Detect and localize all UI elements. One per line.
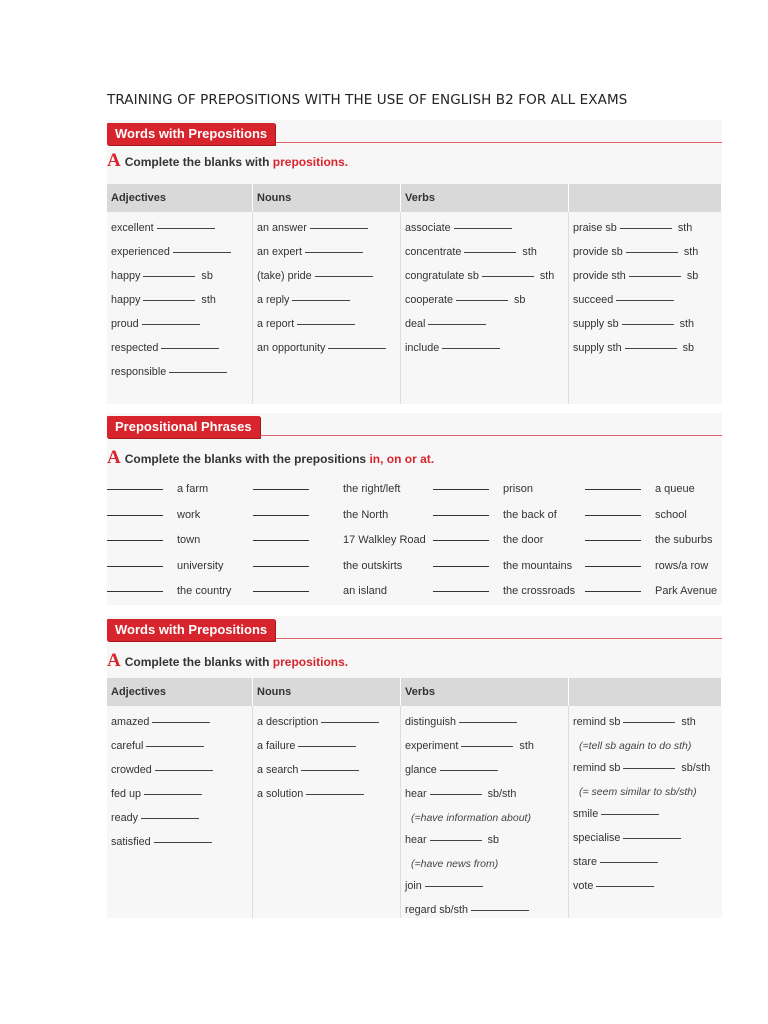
answer-blank[interactable] [107, 539, 163, 541]
vocab-object: sb [682, 342, 695, 354]
answer-blank[interactable] [626, 251, 678, 253]
answer-blank-cell[interactable] [253, 554, 343, 580]
vocab-item [257, 270, 396, 294]
answer-blank[interactable] [471, 909, 529, 911]
answer-blank-cell[interactable] [585, 503, 655, 529]
phrase-item: the country [177, 585, 232, 597]
vocab-item [111, 836, 248, 860]
answer-blank-cell[interactable] [107, 528, 177, 554]
answer-blank-cell[interactable] [433, 579, 503, 605]
vocab-word: deal [405, 318, 426, 330]
answer-blank[interactable] [315, 275, 373, 277]
answer-blank[interactable] [297, 323, 355, 325]
phrase-item: Park Avenue [655, 585, 718, 597]
vocab-item [257, 318, 396, 342]
vocab-item [257, 764, 396, 788]
column-adjectives [107, 706, 253, 918]
vocab-item [573, 880, 718, 904]
banner-rule [107, 638, 722, 639]
vocab-object: sb [487, 834, 500, 846]
exercise-instruction: A Complete the blanks with prepositions. [107, 150, 349, 171]
vocab-item [573, 246, 718, 270]
vocab-object: sth [677, 222, 693, 234]
answer-blank[interactable] [152, 721, 210, 723]
vocab-item [405, 716, 564, 740]
vocab-item [405, 764, 564, 788]
answer-blank-cell[interactable] [107, 503, 177, 529]
column-header-adjectives: Adjectives [107, 184, 253, 212]
vocab-object: sth [681, 716, 696, 728]
column-nouns [253, 706, 401, 918]
answer-blank[interactable] [155, 769, 213, 771]
column-verbs-2 [569, 212, 722, 404]
answer-blank-cell[interactable] [585, 579, 655, 605]
vocab-word: satisfied [111, 836, 151, 848]
phrase-item: the door [503, 534, 544, 546]
vocab-item [405, 342, 564, 366]
vocab-item [111, 342, 248, 366]
answer-blank[interactable] [623, 837, 681, 839]
vocab-word: supply sb [573, 318, 619, 330]
vocab-word: vote [573, 880, 594, 892]
answer-blank[interactable] [298, 745, 356, 747]
vocab-item [111, 812, 248, 836]
exercise-letter: A [107, 650, 121, 671]
answer-blank[interactable] [301, 769, 359, 771]
vocab-item [257, 716, 396, 740]
vocab-item [111, 246, 248, 270]
vocab-word: experiment [405, 740, 459, 752]
note-text: (= seem similar to sb/sth) [579, 786, 697, 798]
phrase-item: work [177, 508, 201, 521]
vocab-item [111, 270, 248, 294]
vocab-item [405, 834, 564, 858]
answer-blank[interactable] [253, 488, 309, 490]
vocab-word: an opportunity [257, 342, 326, 354]
vocab-item [573, 222, 718, 246]
phrase-item: school [655, 508, 687, 521]
answer-blank[interactable] [328, 347, 386, 349]
prepositional-phrases-section [107, 413, 722, 605]
answer-blank[interactable] [425, 885, 483, 887]
vocab-item [405, 318, 564, 342]
phrase-item: the right/left [343, 483, 401, 495]
phrase-item: an island [343, 585, 388, 597]
vocab-word: respected [111, 342, 159, 354]
vocab-word: remind sb [573, 716, 621, 728]
answer-blank[interactable] [143, 275, 195, 277]
answer-blank[interactable] [454, 227, 512, 229]
banner-rule [107, 435, 722, 436]
column-header-blank [569, 678, 722, 706]
vocab-item [111, 788, 248, 812]
answer-blank[interactable] [585, 514, 641, 516]
vocab-word: amazed [111, 716, 150, 728]
answer-blank[interactable] [456, 299, 508, 301]
section-banner: Words with Prepositions [107, 619, 275, 641]
answer-blank[interactable] [157, 227, 215, 229]
phrase-item: the back of [503, 508, 557, 521]
answer-blank[interactable] [306, 793, 364, 795]
answer-blank[interactable] [616, 299, 674, 301]
answer-blank-cell[interactable] [107, 554, 177, 580]
vocab-object: sb [514, 294, 526, 306]
column-header-verbs: Verbs [401, 184, 569, 212]
words-with-prepositions-section-1 [107, 120, 722, 402]
answer-blank[interactable] [107, 488, 163, 490]
answer-blank[interactable] [107, 565, 163, 567]
answer-blank-cell[interactable] [253, 503, 343, 529]
vocab-object: sb [201, 270, 213, 282]
answer-blank[interactable] [154, 841, 212, 843]
vocab-word: a solution [257, 788, 304, 800]
vocab-word: hear [405, 788, 427, 800]
answer-blank[interactable] [459, 721, 517, 723]
answer-blank[interactable] [442, 347, 500, 349]
answer-blank-cell[interactable] [433, 503, 503, 529]
usage-note [405, 812, 564, 834]
answer-blank[interactable] [430, 793, 482, 795]
answer-blank[interactable] [144, 793, 202, 795]
vocab-item [111, 294, 248, 318]
answer-blank[interactable] [433, 565, 489, 567]
answer-blank[interactable] [629, 275, 681, 277]
answer-blank[interactable] [253, 590, 309, 592]
answer-blank[interactable] [305, 251, 363, 253]
answer-blank[interactable] [601, 813, 659, 815]
vocab-item [405, 222, 564, 246]
vocab-word: an expert [257, 246, 303, 258]
vocab-word: specialise [573, 832, 621, 844]
answer-blank[interactable] [253, 539, 309, 541]
answer-blank[interactable] [440, 769, 498, 771]
vocab-object: sth [522, 246, 537, 258]
vocab-word: succeed [573, 294, 614, 306]
answer-blank[interactable] [433, 488, 489, 490]
phrase-item: 17 Walkley Road [343, 534, 426, 546]
answer-blank[interactable] [433, 539, 489, 541]
vocab-word: crowded [111, 764, 152, 776]
column-header-verbs: Verbs [401, 678, 569, 706]
vocab-object: sth [201, 294, 216, 306]
answer-blank[interactable] [161, 347, 219, 349]
column-nouns [253, 212, 401, 404]
vocab-word: experienced [111, 246, 170, 258]
answer-blank[interactable] [107, 514, 163, 516]
vocab-item [405, 740, 564, 764]
vocab-word: stare [573, 856, 598, 868]
section-banner: Prepositional Phrases [107, 416, 260, 438]
vocab-word: cooperate [405, 294, 454, 306]
vocab-item [111, 716, 248, 740]
phrase-item: the suburbs [655, 534, 713, 546]
note-text: (=have news from) [411, 858, 499, 870]
vocab-item [405, 904, 564, 928]
answer-blank[interactable] [310, 227, 368, 229]
column-verbs [401, 706, 569, 918]
answer-blank-cell[interactable] [253, 579, 343, 605]
answer-blank[interactable] [585, 488, 641, 490]
vocab-word: join [405, 880, 422, 892]
answer-blank[interactable] [464, 251, 516, 253]
column-header-nouns: Nouns [253, 678, 401, 706]
vocab-word: responsible [111, 366, 167, 378]
vocab-item [573, 762, 718, 786]
phrases-grid [107, 477, 722, 605]
vocab-word: hear [405, 834, 427, 846]
vocab-word: careful [111, 740, 144, 752]
vocab-word: a search [257, 764, 299, 776]
vocab-word: happy [111, 270, 141, 282]
vocab-item [257, 788, 396, 812]
answer-blank[interactable] [253, 565, 309, 567]
answer-blank-cell[interactable] [433, 528, 503, 554]
vocab-object: sb [686, 270, 699, 282]
answer-blank[interactable] [428, 323, 486, 325]
banner-rule [107, 142, 722, 143]
note-text: (=have information about) [411, 812, 531, 824]
phrase-item: rows/a row [655, 559, 709, 572]
answer-blank[interactable] [625, 347, 677, 349]
vocab-item [405, 880, 564, 904]
vocab-item [111, 366, 248, 390]
vocab-word: (take) pride [257, 270, 312, 282]
exercise-letter: A [107, 150, 121, 171]
exercise-letter: A [107, 447, 121, 468]
answer-blank[interactable] [430, 839, 482, 841]
vocab-word: proud [111, 318, 139, 330]
answer-blank[interactable] [623, 767, 675, 769]
answer-blank[interactable] [585, 590, 641, 592]
vocab-object: sb/sth [487, 788, 517, 800]
vocab-word: a description [257, 716, 319, 728]
vocab-item [405, 294, 564, 318]
vocab-item [111, 764, 248, 788]
answer-blank[interactable] [585, 565, 641, 567]
answer-blank[interactable] [482, 275, 534, 277]
vocabulary-table [107, 184, 722, 404]
vocab-word: include [405, 342, 440, 354]
words-with-prepositions-section-2 [107, 616, 722, 915]
column-header-nouns: Nouns [253, 184, 401, 212]
vocab-word: remind sb [573, 762, 621, 774]
vocab-item [573, 318, 718, 342]
note-text: (=tell sb again to do sth) [579, 740, 692, 752]
usage-note [405, 858, 564, 880]
answer-blank[interactable] [433, 590, 489, 592]
vocab-word: a failure [257, 740, 296, 752]
answer-blank[interactable] [169, 371, 227, 373]
answer-blank[interactable] [141, 817, 199, 819]
vocab-item [257, 740, 396, 764]
vocab-object: sth [679, 318, 695, 330]
vocab-object: sb/sth [681, 762, 711, 774]
answer-blank[interactable] [142, 323, 200, 325]
phrase-item: the mountains [503, 559, 573, 572]
answer-blank[interactable] [173, 251, 231, 253]
phrase-item: town [177, 534, 201, 546]
answer-blank-cell[interactable] [433, 554, 503, 580]
answer-blank[interactable] [146, 745, 204, 747]
vocab-word: distinguish [405, 716, 457, 728]
answer-blank-cell[interactable] [107, 579, 177, 605]
answer-blank-cell[interactable] [253, 528, 343, 554]
vocab-word: associate [405, 222, 451, 234]
vocab-word: smile [573, 808, 599, 820]
answer-blank-cell[interactable] [585, 528, 655, 554]
vocab-item [257, 294, 396, 318]
vocab-item [573, 270, 718, 294]
vocab-word: a reply [257, 294, 290, 306]
column-header-blank [569, 184, 722, 212]
page-title: TRAINING OF PREPOSITIONS WITH THE USE OF ENGLISH B2 FOR ALL EXAMS [107, 92, 628, 108]
answer-blank[interactable] [433, 514, 489, 516]
vocab-word: provide sth [573, 270, 626, 282]
phrase-item: a queue [655, 483, 695, 495]
vocab-item [111, 740, 248, 764]
answer-blank[interactable] [622, 323, 674, 325]
section-banner: Words with Prepositions [107, 123, 275, 145]
answer-blank[interactable] [585, 539, 641, 541]
vocab-item [573, 294, 718, 318]
answer-blank-cell[interactable] [585, 554, 655, 580]
answer-blank[interactable] [107, 590, 163, 592]
vocab-word: happy [111, 294, 141, 306]
vocab-word: congratulate sb [405, 270, 479, 282]
vocab-item [573, 716, 718, 740]
column-verbs-2 [569, 706, 722, 918]
vocab-word: an answer [257, 222, 307, 234]
answer-blank[interactable] [292, 299, 350, 301]
vocab-word: a report [257, 318, 295, 330]
answer-blank[interactable] [596, 885, 654, 887]
vocab-item [573, 808, 718, 832]
vocab-item [405, 246, 564, 270]
vocab-word: provide sb [573, 246, 623, 258]
answer-blank[interactable] [620, 227, 672, 229]
answer-blank-cell[interactable] [107, 477, 177, 503]
vocab-item [111, 318, 248, 342]
answer-blank[interactable] [253, 514, 309, 516]
vocab-item [573, 342, 718, 366]
phrase-item: the North [343, 508, 389, 521]
vocab-word: excellent [111, 222, 154, 234]
vocab-item [257, 342, 396, 366]
phrase-item: a farm [177, 483, 209, 495]
vocab-word: regard sb/sth [405, 904, 469, 916]
vocab-item [405, 270, 564, 294]
vocabulary-table [107, 678, 722, 918]
answer-blank-cell[interactable] [433, 477, 503, 503]
phrase-item: the outskirts [343, 559, 403, 572]
answer-blank[interactable] [321, 721, 379, 723]
column-header-adjectives: Adjectives [107, 678, 253, 706]
vocab-item [405, 788, 564, 812]
answer-blank[interactable] [600, 861, 658, 863]
vocab-word: glance [405, 764, 437, 776]
exercise-instruction: A Complete the blanks with the prepositions in, on or at. [107, 447, 435, 468]
answer-blank[interactable] [143, 299, 195, 301]
exercise-instruction: A Complete the blanks with prepositions. [107, 650, 349, 671]
column-adjectives [107, 212, 253, 404]
vocab-word: praise sb [573, 222, 617, 234]
answer-blank-cell[interactable] [253, 477, 343, 503]
vocab-item [573, 832, 718, 856]
phrase-item: the crossroads [503, 585, 576, 597]
phrase-item: university [177, 559, 224, 572]
answer-blank-cell[interactable] [585, 477, 655, 503]
vocab-object: sth [539, 270, 555, 282]
answer-blank[interactable] [461, 745, 513, 747]
column-verbs [401, 212, 569, 404]
vocab-word: fed up [111, 788, 142, 800]
vocab-object: sth [519, 740, 534, 752]
vocab-item [111, 222, 248, 246]
vocab-word: concentrate [405, 246, 462, 258]
answer-blank[interactable] [623, 721, 675, 723]
usage-note [573, 740, 718, 762]
vocab-word: ready [111, 812, 139, 824]
vocab-item [257, 246, 396, 270]
phrase-item: prison [503, 483, 533, 495]
usage-note [573, 786, 718, 808]
vocab-item [573, 856, 718, 880]
vocab-object: sth [683, 246, 699, 258]
vocab-item [257, 222, 396, 246]
vocab-word: supply sth [573, 342, 622, 354]
